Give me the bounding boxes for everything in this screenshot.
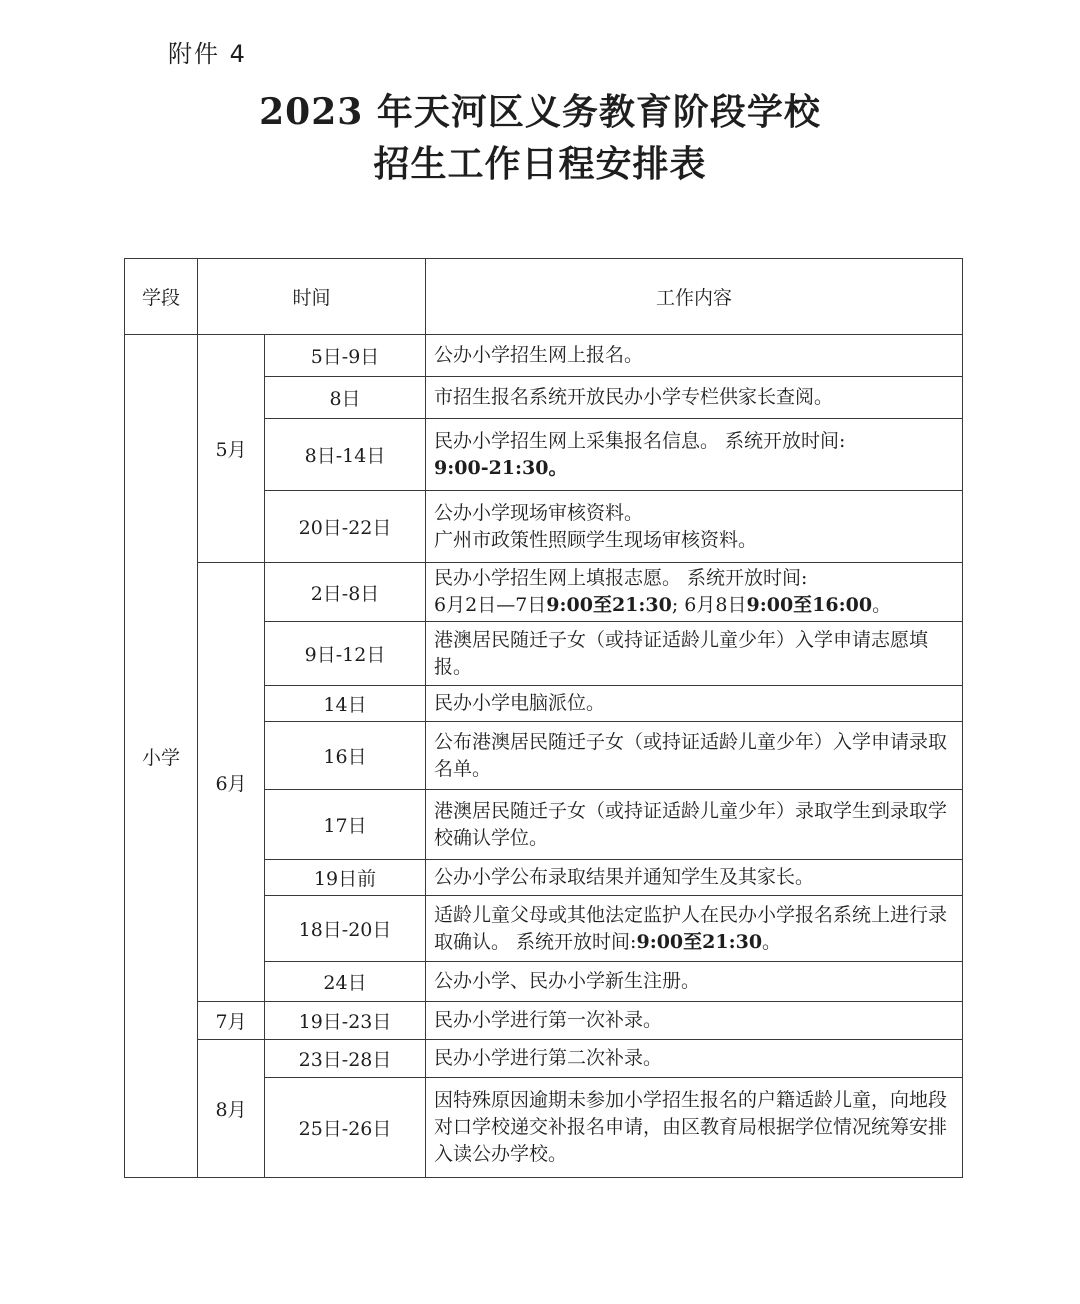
month-cell-may: 5月 <box>198 335 265 563</box>
content-cell: 公办小学公布录取结果并通知学生及其家长。 <box>426 860 963 896</box>
table-header-row <box>125 259 963 335</box>
date-cell: 23日-28日 <box>265 1040 426 1078</box>
content-cell: 市招生报名系统开放民办小学专栏供家长查阅。 <box>426 377 963 419</box>
content-cell <box>426 419 963 491</box>
content-cell: 公布港澳居民随迁子女（或持证适龄儿童少年）入学申请录取名单。 <box>426 722 963 790</box>
date-cell: 19日前 <box>265 860 426 896</box>
content-date-a: 6月2日—7日 <box>434 594 547 616</box>
content-cell: 民办小学进行第二次补录。 <box>426 1040 963 1078</box>
date-cell: 20日-22日 <box>265 491 426 563</box>
content-text-2: 广州市政策性照顾学生现场审核资料。 <box>434 528 758 551</box>
header-stage: 学段 <box>125 259 198 335</box>
date-cell: 8日 <box>265 377 426 419</box>
date-cell: 25日-26日 <box>265 1078 426 1178</box>
date-cell: 2日-8日 <box>265 563 426 622</box>
date-cell: 24日 <box>265 962 426 1002</box>
table-row <box>125 335 963 377</box>
content-cell: 民办小学电脑派位。 <box>426 686 963 722</box>
table-row <box>125 1040 963 1078</box>
content-bold-time-a: 9:00至21:30 <box>546 594 672 616</box>
date-cell: 16日 <box>265 722 426 790</box>
content-cell <box>426 563 963 622</box>
date-cell: 18日-20日 <box>265 896 426 962</box>
document-title-line2: 招生工作日程安排表 <box>373 143 707 185</box>
content-text: 民办小学招生网上填报志愿。 系统开放时间: <box>434 567 808 589</box>
content-bold-time: 9:00至21:30 <box>636 930 763 953</box>
content-tail: 。 <box>762 930 782 953</box>
content-cell: 民办小学进行第一次补录。 <box>426 1002 963 1040</box>
schedule-table <box>124 258 963 1178</box>
content-text: 公办小学现场审核资料。 <box>434 501 644 524</box>
table-row <box>125 563 963 622</box>
content-cell: 公办小学、民办小学新生注册。 <box>426 962 963 1002</box>
content-text: 适龄儿童父母或其他法定监护人在民办小学报名系统上进行录取确认。 系统开放时间: <box>434 903 948 953</box>
content-bold-time: 9:00-21:30。 <box>434 456 568 479</box>
table-row <box>125 1002 963 1040</box>
content-tail: 。 <box>872 594 892 616</box>
date-cell: 9日-12日 <box>265 622 426 686</box>
header-time: 时间 <box>198 259 426 335</box>
content-cell: 公办小学招生网上报名。 <box>426 335 963 377</box>
date-cell: 17日 <box>265 790 426 860</box>
stage-cell: 小学 <box>125 335 198 1178</box>
month-cell-july: 7月 <box>198 1002 265 1040</box>
document-title-line1: 2023 年天河区义务教育阶段学校 <box>259 91 821 133</box>
header-content: 工作内容 <box>426 259 963 335</box>
content-cell: 港澳居民随迁子女（或持证适龄儿童少年）录取学生到录取学校确认学位。 <box>426 790 963 860</box>
content-cell: 因特殊原因逾期未参加小学招生报名的户籍适龄儿童，向地段对口学校递交补报名申请，由区教育局根据学位情况统筹安排入读公办学校。 <box>426 1078 963 1178</box>
date-cell: 5日-9日 <box>265 335 426 377</box>
attachment-label: 附件 4 <box>168 40 247 68</box>
month-cell-august: 8月 <box>198 1040 265 1178</box>
content-cell: 港澳居民随迁子女（或持证适龄儿童少年）入学申请志愿填报。 <box>426 622 963 686</box>
content-cell <box>426 896 963 962</box>
content-bold-time-b: 9:00至16:00 <box>746 594 873 616</box>
content-date-b: ; 6月8日 <box>671 594 747 616</box>
month-cell-june: 6月 <box>198 563 265 1002</box>
date-cell: 14日 <box>265 686 426 722</box>
date-cell: 8日-14日 <box>265 419 426 491</box>
content-text: 民办小学招生网上采集报名信息。 系统开放时间: <box>434 429 846 452</box>
content-cell <box>426 491 963 563</box>
date-cell: 19日-23日 <box>265 1002 426 1040</box>
